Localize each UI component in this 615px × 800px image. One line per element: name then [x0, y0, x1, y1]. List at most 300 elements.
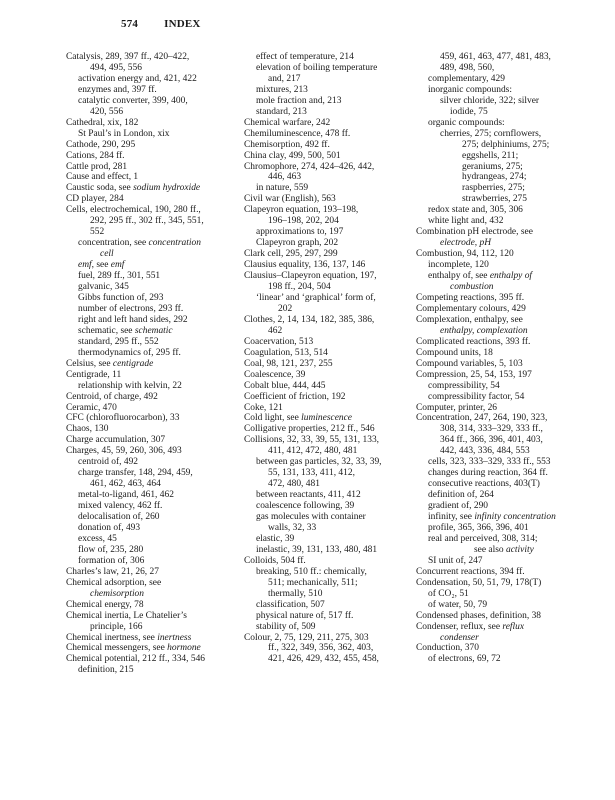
index-entry-text: Conduction, 370	[416, 643, 479, 654]
index-entry	[66, 381, 238, 392]
index-entry-text: iodide, 75	[450, 106, 488, 117]
index-entry-italic: emf	[78, 260, 92, 271]
index-entry	[66, 140, 238, 151]
index-entry	[416, 238, 588, 249]
page-header	[121, 18, 201, 30]
index-entry-text: definition of, 264	[428, 490, 494, 501]
index-entry	[66, 512, 238, 523]
index-entry	[66, 578, 238, 589]
index-entry-text: and, 217	[268, 73, 301, 84]
index-entry	[416, 260, 588, 271]
index-entry	[244, 622, 414, 633]
index-entry-text: 196–198, 202, 204	[268, 216, 339, 227]
index-entry	[416, 435, 588, 446]
index-entry	[416, 282, 588, 293]
index-entry-text: classification, 507	[256, 599, 325, 610]
index-entry-text: enzymes and, 397 ff.	[78, 84, 157, 95]
index-entry-text: Coefficient of friction, 192	[244, 391, 346, 402]
index-entry	[416, 74, 588, 85]
index-entry	[416, 293, 588, 304]
index-entry-text: between reactants, 411, 412	[256, 490, 361, 501]
index-entry-text: Cathode, 290, 295	[66, 139, 136, 150]
index-entry	[66, 600, 238, 611]
index-entry-italic: combustion	[450, 282, 494, 293]
index-entry	[416, 654, 588, 665]
index-entry-text: St Paul’s in London, xix	[78, 128, 170, 139]
index-entry-text: CFC (chlorofluorocarbon), 33	[66, 413, 180, 424]
index-entry-text: Complicated reactions, 393 ff.	[416, 336, 531, 347]
index-entry	[244, 172, 414, 183]
index-entry	[66, 326, 238, 337]
index-entry-text: SI unit of, 247	[428, 555, 483, 566]
index-entry-italic: concentration	[148, 238, 201, 249]
index-entry-text: 411, 412, 472, 480, 481	[268, 446, 358, 457]
index-entry-text: galvanic, 345	[78, 282, 129, 293]
index-entry-text: 364 ff., 366, 396, 401, 403,	[440, 435, 543, 446]
index-entry-text: Coalescence, 39	[244, 369, 306, 380]
index-entry-text: Charges, 45, 59, 260, 306, 493	[66, 446, 182, 457]
index-entry	[416, 118, 588, 129]
index-entry	[244, 512, 414, 523]
index-entry-italic: condenser	[440, 632, 479, 643]
index-entry	[66, 129, 238, 140]
index-entry-text: Celsius, see	[66, 358, 113, 369]
index-entry-text: Cells, electrochemical, 190, 280 ff.,	[66, 205, 201, 216]
index-entry-text: Computer, printer, 26	[416, 402, 498, 413]
index-entry-italic: hormone	[167, 643, 201, 654]
index-entry-text: Cobalt blue, 444, 445	[244, 380, 326, 391]
index-entry	[66, 293, 238, 304]
index-entry-italic: luminescence	[301, 413, 352, 424]
index-entry-text: inelastic, 39, 131, 133, 480, 481	[256, 544, 378, 555]
index-entry	[66, 413, 238, 424]
index-entry	[416, 63, 588, 74]
index-entry-text: Chemical inertness, see	[66, 632, 158, 643]
index-entry	[66, 337, 238, 348]
index-entry-text: physical nature of, 517 ff.	[256, 610, 354, 621]
index-entry-text: compressibility factor, 54	[428, 391, 525, 402]
index-entry	[416, 140, 588, 151]
index-entry	[416, 578, 588, 589]
index-entry	[416, 151, 588, 162]
index-entry-text: Competing reactions, 395 ff.	[416, 292, 525, 303]
index-entry-italic: centigrade	[112, 358, 154, 369]
index-entry	[244, 490, 414, 501]
index-entry	[416, 413, 588, 424]
index-entry-text: Civil war (English), 563	[244, 194, 336, 205]
index-entry-text: 202	[278, 303, 293, 314]
index-entry-text: cells, 323, 333–329, 333 ff., 553	[428, 457, 551, 468]
index-entry	[66, 446, 238, 457]
index-entry-text: donation of, 493	[78, 522, 141, 533]
index-entry	[416, 512, 588, 523]
index-entry	[416, 479, 588, 490]
index-entry-text: stability of, 509	[256, 621, 316, 632]
index-entry-text: approximations to, 197	[256, 227, 344, 238]
index-entry	[244, 216, 414, 227]
index-entry-text: Complementary colours, 429	[416, 303, 526, 314]
index-entry-text: delocalisation of, 260	[78, 512, 160, 523]
index-entry	[244, 129, 414, 140]
index-entry-text: breaking, 510 ff.: chemically,	[256, 566, 367, 577]
index-entry	[416, 600, 588, 611]
index-entry	[244, 611, 414, 622]
index-entry-text: enthalpy of, see	[428, 271, 490, 282]
index-column-2	[244, 52, 414, 665]
index-entry-text: 459, 461, 463, 477, 481, 483,	[440, 52, 551, 62]
index-entry	[244, 643, 414, 654]
index-entry-text: silver chloride, 322; silver	[440, 95, 540, 106]
index-entry-text: China clay, 499, 500, 501	[244, 150, 341, 161]
index-entry-italic: inertness	[157, 632, 192, 643]
index-entry-text: Coacervation, 513	[244, 336, 314, 347]
index-entry-text: Compound units, 18	[416, 347, 493, 358]
index-entry	[66, 567, 238, 578]
index-entry	[66, 457, 238, 468]
index-entry	[66, 479, 238, 490]
index-entry	[244, 589, 414, 600]
index-entry	[66, 183, 238, 194]
index-entry	[66, 107, 238, 118]
index-entry-text: consecutive reactions, 403(T)	[428, 479, 540, 490]
index-entry-text: Coke, 121	[244, 402, 283, 413]
index-entry	[416, 545, 588, 556]
index-entry	[244, 578, 414, 589]
index-entry-text: Concentration, 247, 264, 190, 323,	[416, 413, 548, 424]
index-entry	[416, 534, 588, 545]
index-entry	[244, 600, 414, 611]
index-entry-text: standard, 213	[256, 106, 307, 117]
index-entry-text: 462	[268, 325, 283, 336]
index-entry-text: 494, 495, 556	[90, 62, 142, 73]
index-entry	[66, 227, 238, 238]
index-entry-text: Caustic soda, see	[66, 183, 134, 194]
index-entry	[416, 326, 588, 337]
index-entry-text: 461, 462, 463, 464	[90, 479, 161, 490]
index-entry	[416, 271, 588, 282]
index-entry-text: elastic, 39	[256, 533, 295, 544]
index-entry-text: catalytic converter, 399, 400,	[78, 95, 188, 106]
index-entry	[244, 52, 414, 63]
index-entry-text: redox state and, 305, 306	[428, 205, 523, 216]
index-entry	[416, 337, 588, 348]
index-column-3	[416, 52, 588, 665]
index-entry-text: Clothes, 2, 14, 134, 182, 385, 386,	[244, 314, 375, 325]
index-entry	[416, 446, 588, 457]
index-entry-text: gas molecules with container	[256, 512, 366, 523]
index-entry-text: thermodynamics of, 295 ff.	[78, 347, 181, 358]
index-entry-text: Cause and effect, 1	[66, 172, 139, 183]
index-entry	[416, 392, 588, 403]
index-entry-text: organic compounds:	[428, 117, 505, 128]
index-entry	[244, 381, 414, 392]
index-entry	[416, 403, 588, 414]
index-entry-text: number of electrons, 293 ff.	[78, 303, 184, 314]
index-entry-text: Combustion, 94, 112, 120	[416, 249, 514, 260]
index-entry	[66, 63, 238, 74]
index-entry-italic: enthalpy, complexation	[440, 325, 528, 336]
index-entry	[66, 403, 238, 414]
index-entry-text: Chemical adsorption, see	[66, 577, 162, 588]
index-entry-italic: infinity concentration	[474, 512, 556, 523]
index-entry-text: principle, 166	[90, 621, 143, 632]
index-entry-text: Centroid, of charge, 492	[66, 391, 158, 402]
index-entry-text: Chemiluminescence, 478 ff.	[244, 128, 351, 139]
index-entry-text: schematic, see	[78, 325, 135, 336]
index-entry	[244, 183, 414, 194]
index-entry	[244, 446, 414, 457]
index-entry	[416, 501, 588, 512]
index-entry-text: charge transfer, 148, 294, 459,	[78, 468, 193, 479]
index-entry	[416, 348, 588, 359]
index-entry	[416, 315, 588, 326]
index-entry	[244, 501, 414, 512]
index-column-1	[66, 52, 238, 676]
index-entry	[66, 194, 238, 205]
index-entry-text: Charge accumulation, 307	[66, 435, 166, 446]
index-entry-text: 421, 426, 429, 432, 455, 458,	[268, 654, 379, 665]
index-entry-text: elevation of boiling temperature	[256, 62, 378, 73]
index-entry-text: 55, 131, 133, 411, 412,	[268, 468, 355, 479]
index-entry	[244, 326, 414, 337]
index-entry	[416, 194, 588, 205]
index-entry-text: thermally, 510	[268, 588, 323, 599]
index-entry	[244, 654, 414, 665]
index-entry-text: 446, 463	[268, 172, 302, 183]
index-entry	[416, 556, 588, 567]
index-entry	[244, 479, 414, 490]
index-entry-text: 489, 498, 560,	[440, 62, 495, 73]
index-entry	[416, 567, 588, 578]
index-entry	[244, 359, 414, 370]
index-entry-text: Colloids, 504 ff.	[244, 555, 306, 566]
index-entry-italic: emf	[110, 260, 125, 271]
index-entry	[244, 337, 414, 348]
index-entry-italic: cell	[100, 249, 114, 260]
index-entry	[416, 468, 588, 479]
index-entry	[416, 85, 588, 96]
index-entry	[416, 424, 588, 435]
index-entry-text: Condensation, 50, 51, 79, 178(T)	[416, 577, 542, 588]
index-entry-text: see also	[474, 544, 506, 555]
index-entry-text: Coagulation, 513, 514	[244, 347, 328, 358]
index-entry-italic: enthalpy of	[489, 271, 533, 282]
index-entry	[244, 282, 414, 293]
index-entry	[244, 162, 414, 173]
index-entry	[66, 611, 238, 622]
index-entry	[66, 654, 238, 665]
index-entry	[416, 370, 588, 381]
index-entry-text: effect of temperature, 214	[256, 52, 354, 62]
index-entry-text: concentration, see	[78, 238, 149, 249]
index-entry-text: Cattle prod, 281	[66, 161, 128, 172]
index-entry-text: Coal, 98, 121, 237, 255	[244, 358, 333, 369]
index-entry	[416, 52, 588, 63]
index-entry-text: geraniums, 275;	[462, 161, 523, 172]
index-entry-text: Centigrade, 11	[66, 369, 122, 380]
index-entry-text: of water, 50, 79	[428, 599, 488, 610]
index-entry-text: Condensed phases, definition, 38	[416, 610, 542, 621]
index-entry	[416, 129, 588, 140]
index-entry-text: Chemical potential, 212 ff., 334, 546	[66, 654, 206, 665]
index-entry-text: strawberries, 275	[462, 194, 527, 205]
index-entry-text: inorganic compounds:	[428, 84, 512, 95]
index-entry	[244, 468, 414, 479]
index-entry	[66, 370, 238, 381]
index-entry	[244, 205, 414, 216]
index-entry-italic: schematic	[134, 325, 173, 336]
index-entry-text: 442, 443, 336, 484, 553	[440, 446, 530, 457]
index-entry-text: 275; delphiniums, 275;	[462, 139, 550, 150]
index-entry	[244, 556, 414, 567]
index-entry-text: Cathedral, xix, 182	[66, 117, 139, 128]
index-entry-text: Gibbs function of, 293	[78, 292, 164, 303]
index-entry-text: activation energy and, 421, 422	[78, 73, 197, 84]
index-entry	[416, 490, 588, 501]
index-entry	[244, 107, 414, 118]
index-entry	[66, 282, 238, 293]
index-entry	[66, 468, 238, 479]
index-entry	[244, 96, 414, 107]
index-entry	[244, 227, 414, 238]
index-entry-text: 198 ff., 204, 504	[268, 282, 331, 293]
index-entry	[66, 665, 238, 676]
index-entry	[66, 556, 238, 567]
index-entry-italic: chemisorption	[90, 588, 144, 599]
index-entry-text: right and left hand sides, 292	[78, 314, 188, 325]
index-entry	[66, 172, 238, 183]
index-entry-text: Clausius equality, 136, 137, 146	[244, 260, 366, 271]
index-entry	[244, 249, 414, 260]
index-entry	[66, 162, 238, 173]
index-entry	[66, 392, 238, 403]
index-entry	[244, 370, 414, 381]
index-entry-text: 552	[90, 227, 105, 238]
index-entry-text: incomplete, 120	[428, 260, 489, 271]
index-entry-text: Chemical messengers, see	[66, 643, 168, 654]
index-entry-text: Chromophore, 274, 424–426, 442,	[244, 161, 375, 172]
index-entry	[244, 63, 414, 74]
index-entry-text: standard, 295 ff., 552	[78, 336, 159, 347]
index-entry-text: centroid of, 492	[78, 457, 139, 468]
index-entry-text: excess, 45	[78, 533, 117, 544]
index-entry	[416, 523, 588, 534]
index-entry	[66, 534, 238, 545]
index-entry	[66, 52, 238, 63]
index-entry	[66, 523, 238, 534]
index-entry	[244, 151, 414, 162]
index-entry	[66, 249, 238, 260]
index-entry	[416, 359, 588, 370]
index-entry	[244, 85, 414, 96]
index-entry	[244, 118, 414, 129]
index-entry	[66, 85, 238, 96]
index-entry	[244, 348, 414, 359]
index-entry	[416, 643, 588, 654]
index-entry-text: mixed valency, 462 ff.	[78, 501, 163, 512]
index-entry-text: gradient of, 290	[428, 501, 489, 512]
index-entry-text: Clapeyron graph, 202	[256, 238, 339, 249]
index-entry-text: , see	[91, 260, 111, 271]
index-entry	[66, 633, 238, 644]
index-entry-text: Cations, 284 ff.	[66, 150, 125, 161]
index-entry-text: ‘linear’ and ‘graphical’ form of,	[256, 292, 376, 303]
index-entry-text: definition, 215	[78, 665, 134, 676]
index-entry-text: Clausius–Clapeyron equation, 197,	[244, 271, 377, 282]
index-entry	[244, 315, 414, 326]
index-entry-text: Colligative properties, 212 ff., 546	[244, 424, 375, 435]
index-entry	[244, 392, 414, 403]
index-entry-text: complementary, 429	[428, 73, 505, 84]
index-entry-text: Catalysis, 289, 397 ff., 420–422,	[66, 52, 190, 62]
index-entry	[66, 643, 238, 654]
index-entry-text: 511; mechanically, 511;	[268, 577, 358, 588]
index-entry	[244, 424, 414, 435]
index-entry	[244, 194, 414, 205]
index-entry	[66, 260, 238, 271]
index-entry-text: formation of, 306	[78, 555, 145, 566]
index-entry-text: Chemical warfare, 242	[244, 117, 331, 128]
index-entry-text: Compound variables, 5, 103	[416, 358, 523, 369]
index-entry-text: 420, 556	[90, 106, 124, 117]
index-entry	[66, 424, 238, 435]
index-entry	[244, 567, 414, 578]
index-entry-text: metal-to-ligand, 461, 462	[78, 490, 174, 501]
index-entry	[66, 96, 238, 107]
index-entry-text: Combination pH electrode, see	[416, 227, 533, 238]
index-entry-text: infinity, see	[428, 512, 475, 523]
index-entry	[244, 523, 414, 534]
index-entry	[244, 238, 414, 249]
index-entry-text: coalescence following, 39	[256, 501, 355, 512]
index-entry-text: hydrangeas, 274;	[462, 172, 527, 183]
index-entry-text: Ceramic, 470	[66, 402, 117, 413]
index-entry-text: Chemisorption, 492 ff.	[244, 139, 330, 150]
index-entry	[244, 534, 414, 545]
index-entry	[416, 107, 588, 118]
index-entry	[66, 118, 238, 129]
index-entry	[66, 74, 238, 85]
index-entry-text: Chemical energy, 78	[66, 599, 144, 610]
index-entry	[416, 622, 588, 633]
index-entry	[416, 162, 588, 173]
index-entry-text: flow of, 235, 280	[78, 544, 144, 555]
index-entry	[244, 633, 414, 644]
index-entry	[66, 622, 238, 633]
index-entry-text: relationship with kelvin, 22	[78, 380, 182, 391]
index-entry-text: Clark cell, 295, 297, 299	[244, 249, 338, 260]
index-entry	[244, 304, 414, 315]
index-entry-text: Cold light, see	[244, 413, 302, 424]
index-entry-text: 472, 480, 481	[268, 479, 320, 490]
index-entry-text: of electrons, 69, 72	[428, 654, 501, 665]
index-entry	[66, 238, 238, 249]
index-entry	[244, 260, 414, 271]
index-entry-text: raspberries, 275;	[462, 183, 525, 194]
index-entry	[416, 304, 588, 315]
index-entry	[416, 172, 588, 183]
index-entry	[66, 545, 238, 556]
index-entry-text: cherries, 275; cornflowers,	[440, 128, 542, 139]
index-entry-text: between gas particles, 32, 33, 39,	[256, 457, 382, 468]
index-entry-text: Colour, 2, 75, 129, 211, 275, 303	[244, 632, 369, 643]
index-entry	[416, 633, 588, 644]
index-entry-text: Complexation, enthalpy, see	[416, 314, 523, 325]
index-entry-text: Clapeyron equation, 193–198,	[244, 205, 359, 216]
index-entry-text: Compression, 25, 54, 153, 197	[416, 369, 532, 380]
index-entry-italic: activity	[505, 544, 534, 555]
index-entry	[66, 359, 238, 370]
